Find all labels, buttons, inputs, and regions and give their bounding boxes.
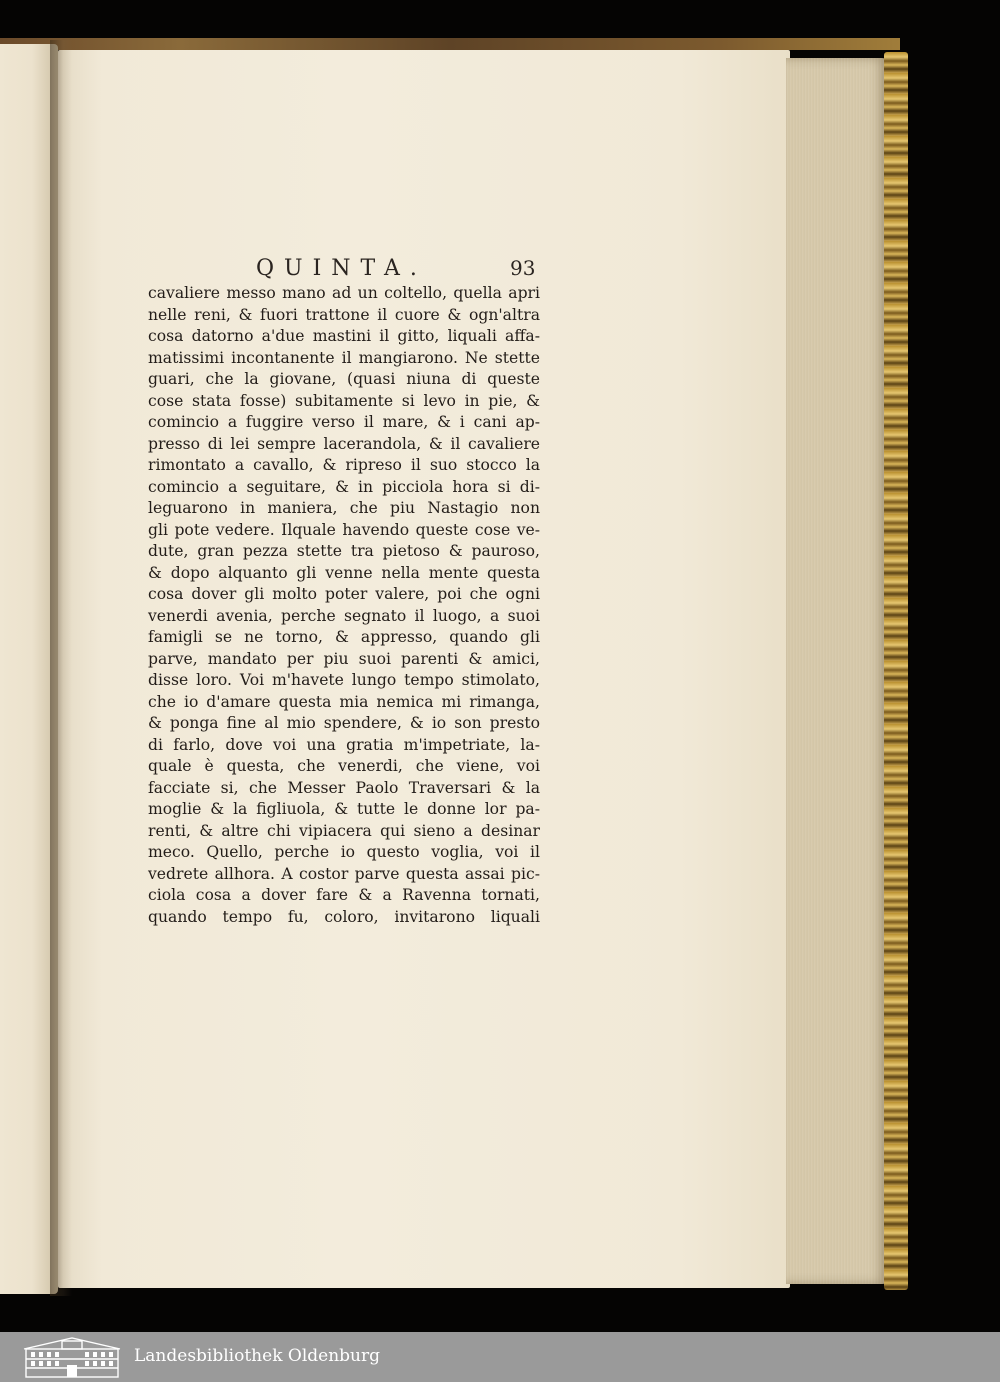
library-name: Landesbibliothek Oldenburg (134, 1346, 381, 1366)
footer-bar (0, 1332, 1000, 1382)
text-line: venerdi avenia, perche segnato il luogo, a suoi (148, 606, 540, 625)
text-line: & dopo alquanto gli venne nella mente questa (148, 563, 540, 582)
text-line: leguarono in maniera, che piu Nastagio non (148, 499, 540, 517)
book-cover-top-edge (0, 38, 900, 50)
gilded-spine-edge (884, 52, 908, 1290)
text-line: disse loro. Voi m'havete lungo tempo stimolato, (148, 671, 540, 689)
text-line: comincio a seguitare, & in picciola hora si di- (148, 477, 540, 496)
text-line: gli pote vedere. Ilquale havendo queste cose ve- (148, 520, 540, 539)
page-number: 93 (510, 256, 536, 280)
text-line: rimontato a cavallo, & ripreso il suo stocco la (148, 456, 540, 474)
text-line: famigli se ne torno, & appresso, quando gli (148, 628, 540, 646)
page-edges-stack (786, 58, 888, 1284)
text-line: vedrete allhora. A costor parve questa assai pic- (148, 864, 540, 883)
text-line: ciola cosa a dover fare & a Ravenna tornati, (148, 886, 540, 904)
text-line: di farlo, dove voi una gratia m'impetriate, la- (148, 735, 540, 754)
text-line: presso di lei sempre lacerandola, & il cavaliere (148, 434, 540, 453)
text-line: guari, che la giovane, (quasi niuna di queste (148, 370, 540, 388)
text-line: parve, mandato per piu suoi parenti & amici, (148, 649, 540, 668)
text-line: quando tempo fu, coloro, invitarono liquali (148, 907, 540, 926)
text-line: matissimi incontanente il mangiarono. Ne stette (148, 348, 540, 367)
text-line: nelle reni, & fuori trattone il cuore & ogn'altra (148, 305, 540, 324)
text-line: cosa dover gli molto poter valere, poi che ogni (148, 585, 540, 603)
text-line: renti, & altre chi vipiacera qui sieno a desinar (148, 821, 540, 840)
text-line: che io d'amare questa mia nemica mi rimanga, (148, 692, 540, 711)
text-line: comincio a fuggire verso il mare, & i cani ap- (148, 413, 540, 431)
library-building-icon (22, 1335, 122, 1379)
text-line: quale è questa, che venerdi, che viene, voi (148, 757, 540, 775)
body-text (148, 283, 540, 928)
text-line: dute, gran pezza stette tra pietoso & pauroso, (148, 542, 540, 560)
running-head: QUINTA. (256, 256, 427, 281)
text-line: meco. Quello, perche io questo voglia, voi il (148, 843, 540, 861)
text-line: cavaliere messo mano ad un coltello, quella apri (148, 284, 540, 302)
text-line: cosa datorno a'due mastini il gitto, liquali affa- (148, 327, 540, 345)
text-line: cose stata fosse) subitamente si levo in pie, & (148, 391, 540, 410)
page-gutter-shadow (50, 40, 72, 1296)
text-line: facciate si, che Messer Paolo Traversari & la (148, 778, 540, 797)
text-line: & ponga fine al mio spendere, & io son presto (148, 714, 540, 732)
text-line: moglie & la figliuola, & tutte le donne lor pa- (148, 800, 540, 818)
